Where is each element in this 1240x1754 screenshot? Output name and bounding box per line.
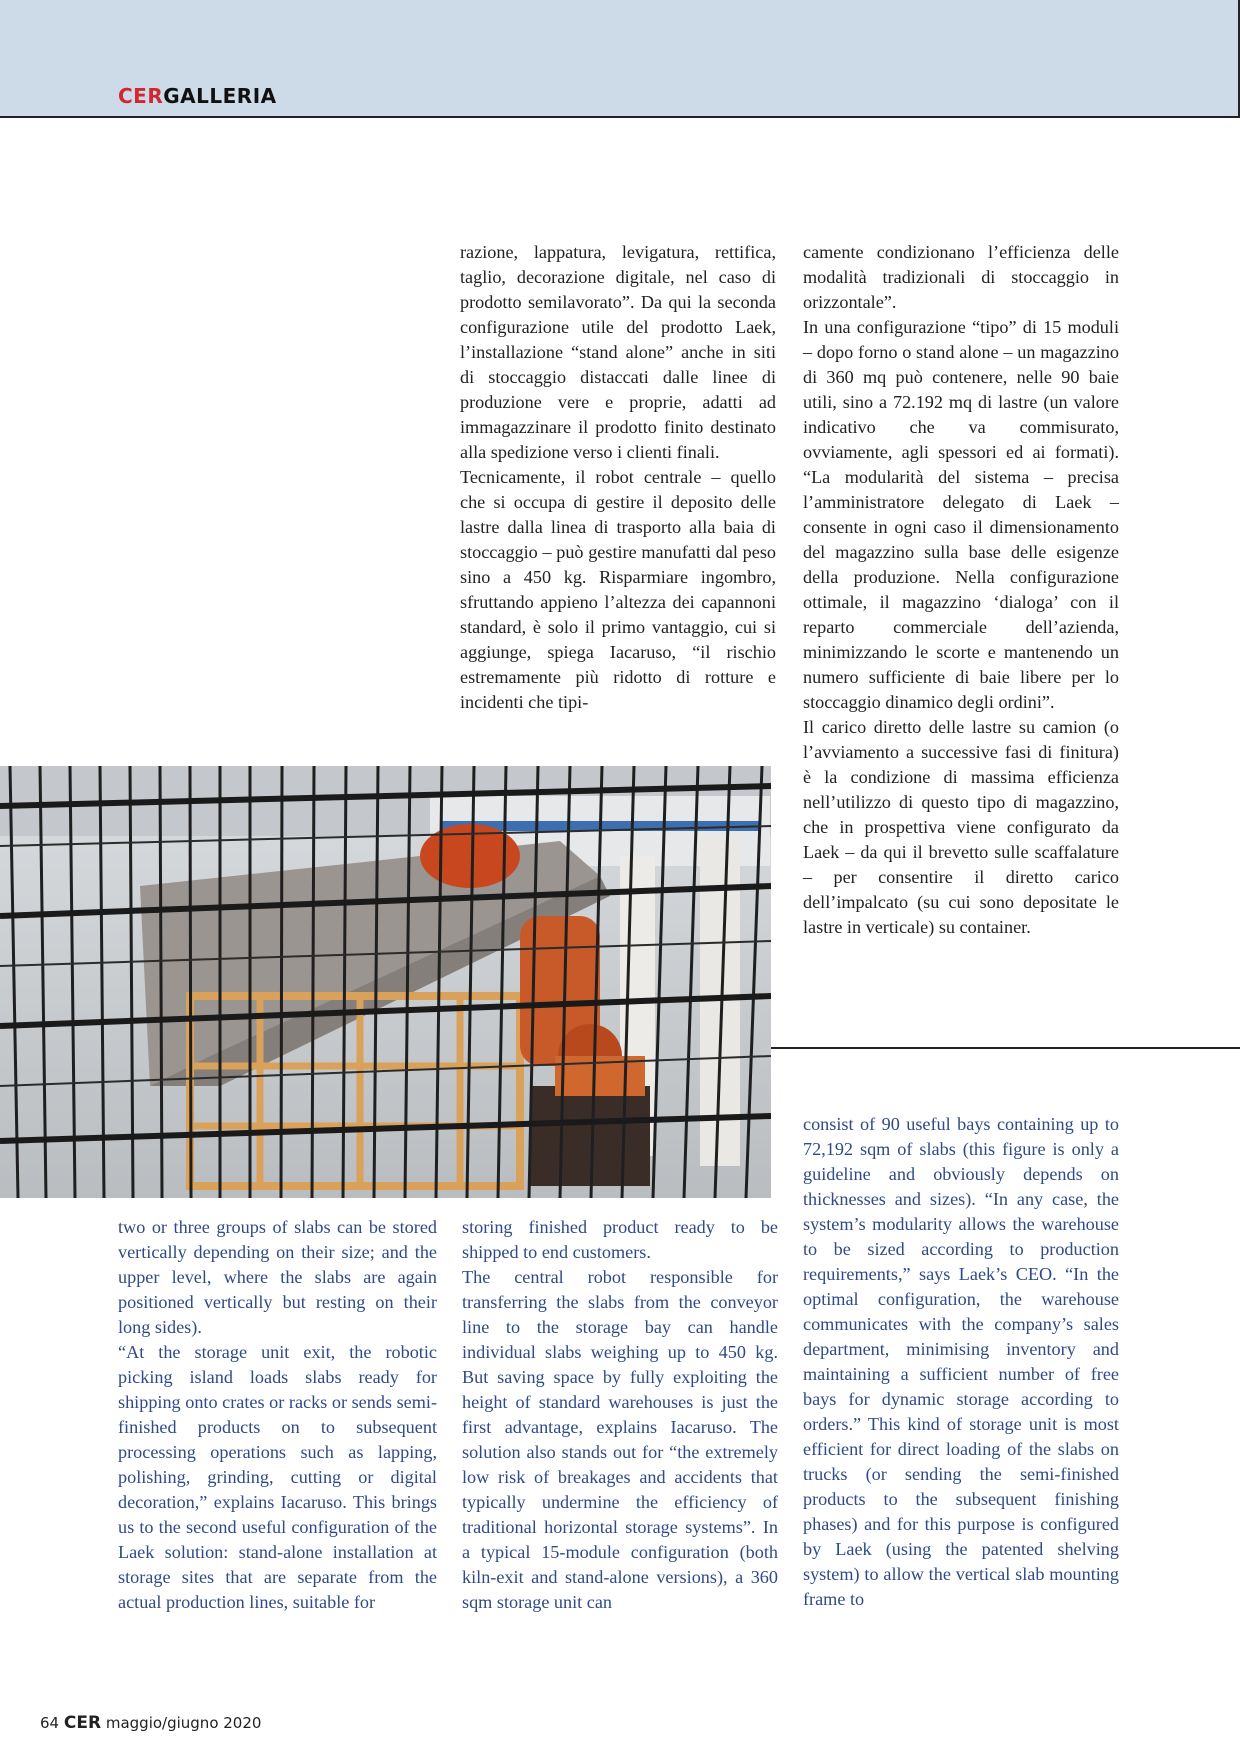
english-column-2	[462, 1215, 778, 1615]
paragraph: In una configurazione “tipo” di 15 moduli – dopo forno o stand alone – un magazzino di 360 mq può contenere, nelle 90 baie utili, sino a 72.192 mq di lastre (un valore indicativo che va commisurato, ovviamente, agli spessori ed ai formati). “La modularità del sistema – precisa l’amministratore delegato di Laek – consente in ogni caso il dimensionamento del magazzino sulla base delle esigenze della produzione. Nella configurazione ottimale, il magazzino ‘dialoga’ con il reparto commerciale dell’azienda, minimizzando le scorte e mantenendo un numero sufficiente di baie libere per lo stoccaggio dinamico degli ordini”.	[803, 317, 1119, 712]
warehouse-robot-photo	[0, 766, 771, 1198]
paragraph: razione, lappatura, levigatura, rettifica, taglio, decorazione digitale, nel caso di prodotto semilavorato”. Da qui la seconda configurazione utile del prodotto Laek, l’installazione “stand alone” anche in siti di stoccaggio distaccati dalle linee di produzione vere e proprie, adatti ad immagazzinare il prodotto finito destinato alla spedizione verso i clienti finali.	[460, 242, 776, 462]
paragraph: “At the storage unit exit, the robotic picking island loads slabs ready for shipping onto crates or racks or sends semi-finished products on to subsequent processing operations such as lapping, polishing, grinding, cutting or digital decoration,” explains Iacaruso. This brings us to the second useful configuration of the Laek solution: stand-alone installation at storage sites that are separate from the actual production lines, suitable for	[118, 1342, 437, 1612]
paragraph: Il carico diretto delle lastre su camion (o l’avviamento a successive fasi di finitura) è la condizione di massima efficienza nell’utilizzo di questo tipo di magazzino, che in prospettiva viene configurato da Laek – da qui il brevetto sulle scaffalature – per consentire il diretto carico dell’impalcato (su cui sono depositate le lastre in verticale) su container.	[803, 717, 1119, 937]
page-footer	[40, 1715, 261, 1732]
section-brand	[118, 86, 277, 106]
paragraph: Tecnicamente, il robot centrale – quello che si occupa di gestire il deposito delle lastre dalla linea di trasporto alla baia di stoccaggio – può gestire manufatti dal peso sino a 450 kg. Risparmiare ingombro, sfruttando appieno l’altezza dei capannoni standard, è solo il primo vantaggio, cui si aggiunge, spiega Iacaruso, “il rischio estremamente più ridotto di rotture e incidenti che tipi-	[460, 467, 776, 712]
section-divider	[770, 1047, 1240, 1049]
magazine-name: CER	[63, 1713, 102, 1733]
italian-column-2	[803, 240, 1119, 940]
paragraph: two or three groups of slabs can be stored vertically depending on their size; and the upper level, where the slabs are again positioned vertically but resting on their long sides).	[118, 1217, 437, 1337]
paragraph: storing finished product ready to be shipped to end customers.	[462, 1217, 778, 1262]
italian-column-1	[460, 240, 776, 715]
brand-cer: CER	[118, 84, 164, 108]
paragraph: The central robot responsible for transferring the slabs from the conveyor line to the storage bay can handle individual slabs weighing up to 450 kg. But saving space by fully exploiting the height of standard warehouses is just the first advantage, explains Iacaruso. The solution also stands out for “the extremely low risk of breakages and accidents that typically undermine the efficiency of traditional horizontal storage systems”. In a typical 15-module configuration (both kiln-exit and stand-alone versions), a 360 sqm storage unit can	[462, 1267, 778, 1612]
english-column-1	[118, 1215, 437, 1615]
paragraph: consist of 90 useful bays containing up to 72,192 sqm of slabs (this figure is only a guideline and obviously depends on thicknesses and sizes). “In any case, the system’s modularity allows the warehouse to be sized according to production requirements,” says Laek’s CEO. “In the optimal configuration, the warehouse communicates with the company’s sales department, minimising inventory and maintaining a sufficient number of free bays for dynamic storage according to orders.” This kind of storage unit is most efficient for direct loading of the slabs on trucks (or sending the semi-finished products to the subsequent finishing phases) and for this purpose is configured by Laek (using the patented shelving system) to allow the vertical slab mounting frame to	[803, 1114, 1119, 1609]
brand-galleria: GALLERIA	[163, 84, 277, 108]
english-column-3	[803, 1112, 1119, 1612]
page-number: 64	[40, 1714, 60, 1732]
paragraph: camente condizionano l’efficienza delle modalità tradizionali di stoccaggio in orizzontale”.	[803, 242, 1119, 312]
issue-date: maggio/giugno 2020	[105, 1714, 262, 1732]
